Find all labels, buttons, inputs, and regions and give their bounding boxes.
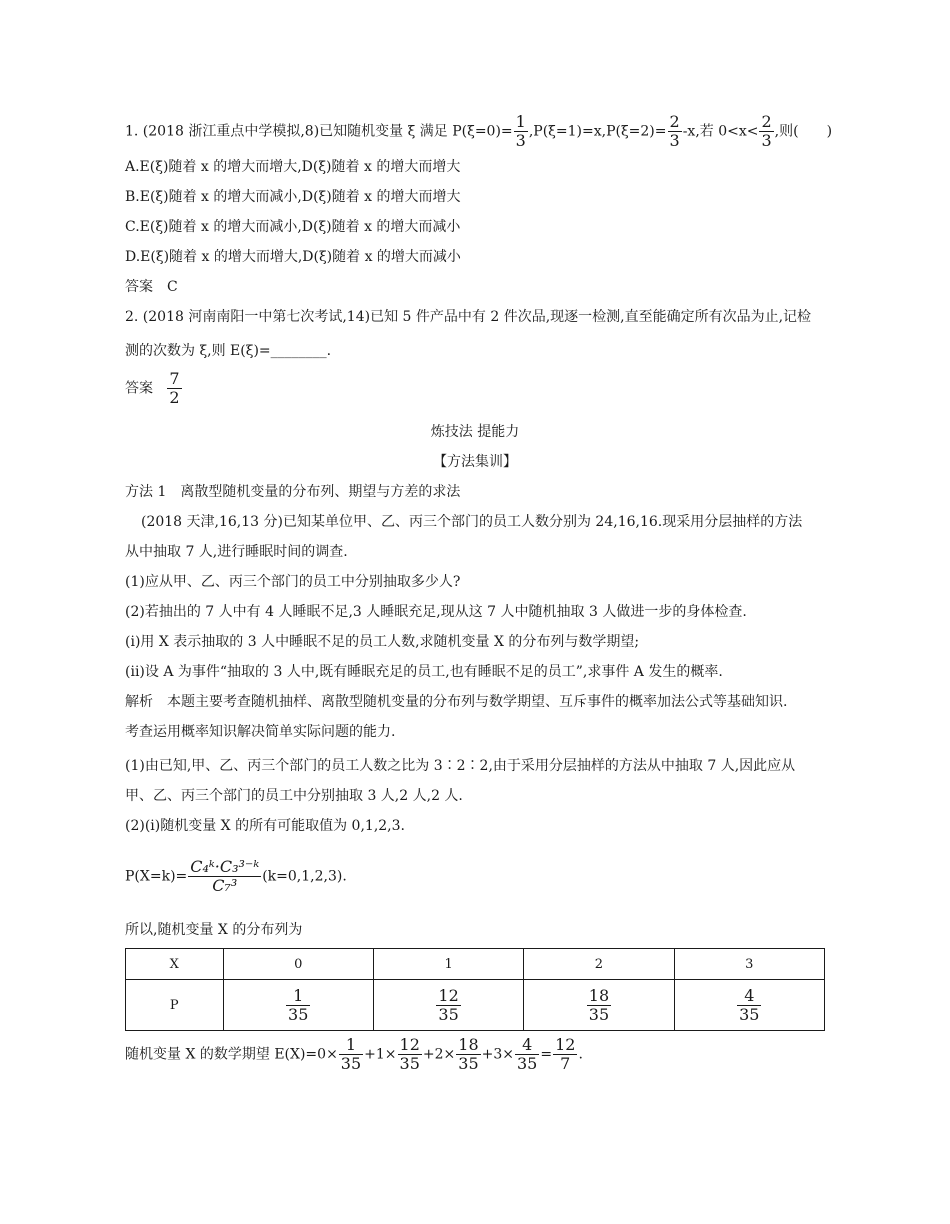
problem-line-1: (2018 天津,16,13 分)已知某单位甲、乙、丙三个部门的员工人数分别为 24,16,16.现采用分层抽样的方法	[141, 514, 803, 530]
expectation-text: +2×	[422, 1046, 456, 1063]
q2-line-2: 测的次数为 ξ,则 E(ξ)=________.	[125, 343, 332, 359]
expectation-text: +3×	[481, 1046, 514, 1063]
expectation-formula	[125, 1036, 583, 1073]
fraction: $\frac{1}{35}$	[340, 1035, 362, 1073]
problem-part-2: (2)若抽出的 7 人中有 4 人睡眠不足,3 人睡眠充足,现从这 7 人中随机抽取 3 人做进一步的身体检查.	[125, 604, 747, 620]
table-row	[126, 980, 825, 1031]
q1-option-c: C.E(ξ)随着 x 的增大而减小,D(ξ)随着 x 的增大而减小	[125, 219, 461, 235]
table-header-label: X	[126, 949, 224, 980]
section-title: 炼技法 提能力	[430, 424, 520, 440]
expectation-text: .	[578, 1046, 583, 1063]
fraction: $\frac{4}{35}$	[739, 985, 760, 1024]
q1-option-d: D.E(ξ)随着 x 的增大而增大,D(ξ)随着 x 的增大而减小	[125, 249, 461, 265]
q1-stem-text: 1. (2018 浙江重点中学模拟,8)已知随机变量 ξ 满足 P(ξ=0)=	[125, 123, 513, 140]
table-cell	[223, 980, 373, 1031]
method-heading: 方法 1 离散型随机变量的分布列、期望与方差的求法	[125, 484, 461, 500]
fraction: $\frac{18}{35}$	[458, 1035, 479, 1073]
fraction: $\frac{4}{35}$	[517, 1035, 538, 1073]
section-subtitle: 【方法集训】	[433, 454, 517, 470]
expectation-text: +1×	[364, 1046, 397, 1063]
expectation-text: =	[540, 1046, 553, 1063]
table-cell: 0	[223, 949, 373, 980]
table-cell	[524, 980, 674, 1031]
formula-rhs: (k=0,1,2,3).	[262, 868, 347, 885]
q1-answer: 答案 C	[125, 279, 178, 295]
q1-stem-text: ,则( )	[774, 123, 833, 140]
q1-option-b: B.E(ξ)随着 x 的增大而减小,D(ξ)随着 x 的增大而增大	[125, 189, 461, 205]
q1-stem-text: -x,若 0<x<	[682, 123, 759, 140]
table-cell	[373, 980, 523, 1031]
fraction: $\frac{12}{35}$	[438, 985, 459, 1024]
table-cell: 1	[373, 949, 523, 980]
solution-line-5: (2)(i)随机变量 X 的所有可能取值为 0,1,2,3.	[125, 818, 405, 834]
answer-label: 答案	[125, 380, 153, 397]
solution-line-1: 解析 本题主要考查随机抽样、离散型随机变量的分布列与数学期望、互斥事件的概率加法公式等基础知识.	[125, 694, 788, 710]
table-cell: 2	[524, 949, 674, 980]
fraction: $\frac{\text{C₄ᵏ·C₃³⁻ᵏ}}{\text{C₇³}}$	[190, 857, 260, 895]
problem-part-2ii: (ii)设 A 为事件“抽取的 3 人中,既有睡眠充足的员工,也有睡眠不足的员工”,求事件 A 发生的概率.	[125, 664, 723, 680]
fraction: $\frac{18}{35}$	[588, 985, 610, 1024]
q2-answer	[125, 370, 183, 407]
solution-line-4: 甲、乙、丙三个部门的员工中分别抽取 3 人,2 人,2 人.	[125, 788, 463, 804]
table-cell: 3	[674, 949, 824, 980]
problem-line-2: 从中抽取 7 人,进行睡眠时间的调查.	[125, 544, 348, 560]
problem-part-2i: (i)用 X 表示抽取的 3 人中睡眠不足的员工人数,求随机变量 X 的分布列与数学期望;	[125, 634, 640, 650]
distribution-table	[125, 948, 825, 1031]
formula-lhs: P(X=k)=	[125, 868, 188, 885]
fraction: $\frac{12}{35}$	[399, 1035, 420, 1073]
q1-stem-text: ,P(ξ=1)=x,P(ξ=2)=	[528, 123, 667, 140]
solution-line-6: 所以,随机变量 X 的分布列为	[125, 922, 303, 938]
table-row	[126, 949, 825, 980]
expectation-text: 随机变量 X 的数学期望 E(X)=0×	[125, 1046, 338, 1063]
fraction: $\frac{1}{3}$	[515, 112, 526, 150]
problem-part-1: (1)应从甲、乙、丙三个部门的员工中分别抽取多少人?	[125, 574, 461, 590]
solution-line-2: 考查运用概率知识解决简单实际问题的能力.	[125, 724, 396, 740]
q1-option-a: A.E(ξ)随着 x 的增大而增大,D(ξ)随着 x 的增大而增大	[125, 159, 461, 175]
fraction: $\frac{2}{3}$	[669, 112, 680, 150]
table-cell	[674, 980, 824, 1031]
probability-formula	[125, 858, 347, 895]
q1-stem	[125, 113, 832, 150]
fraction: $\frac{1}{35}$	[288, 985, 309, 1024]
table-row-label: P	[126, 980, 224, 1031]
fraction: $\frac{7}{2}$	[169, 369, 180, 407]
q2-line-1: 2. (2018 河南南阳一中第七次考试,14)已知 5 件产品中有 2 件次品,现逐一检测,直至能确定所有次品为止,记检	[125, 309, 812, 325]
fraction: $\frac{12}{7}$	[555, 1035, 576, 1073]
fraction: $\frac{2}{3}$	[761, 112, 772, 150]
solution-line-3: (1)由已知,甲、乙、丙三个部门的员工人数之比为 3∶2∶2,由于采用分层抽样的方法从中抽取 7 人,因此应从	[125, 758, 796, 774]
